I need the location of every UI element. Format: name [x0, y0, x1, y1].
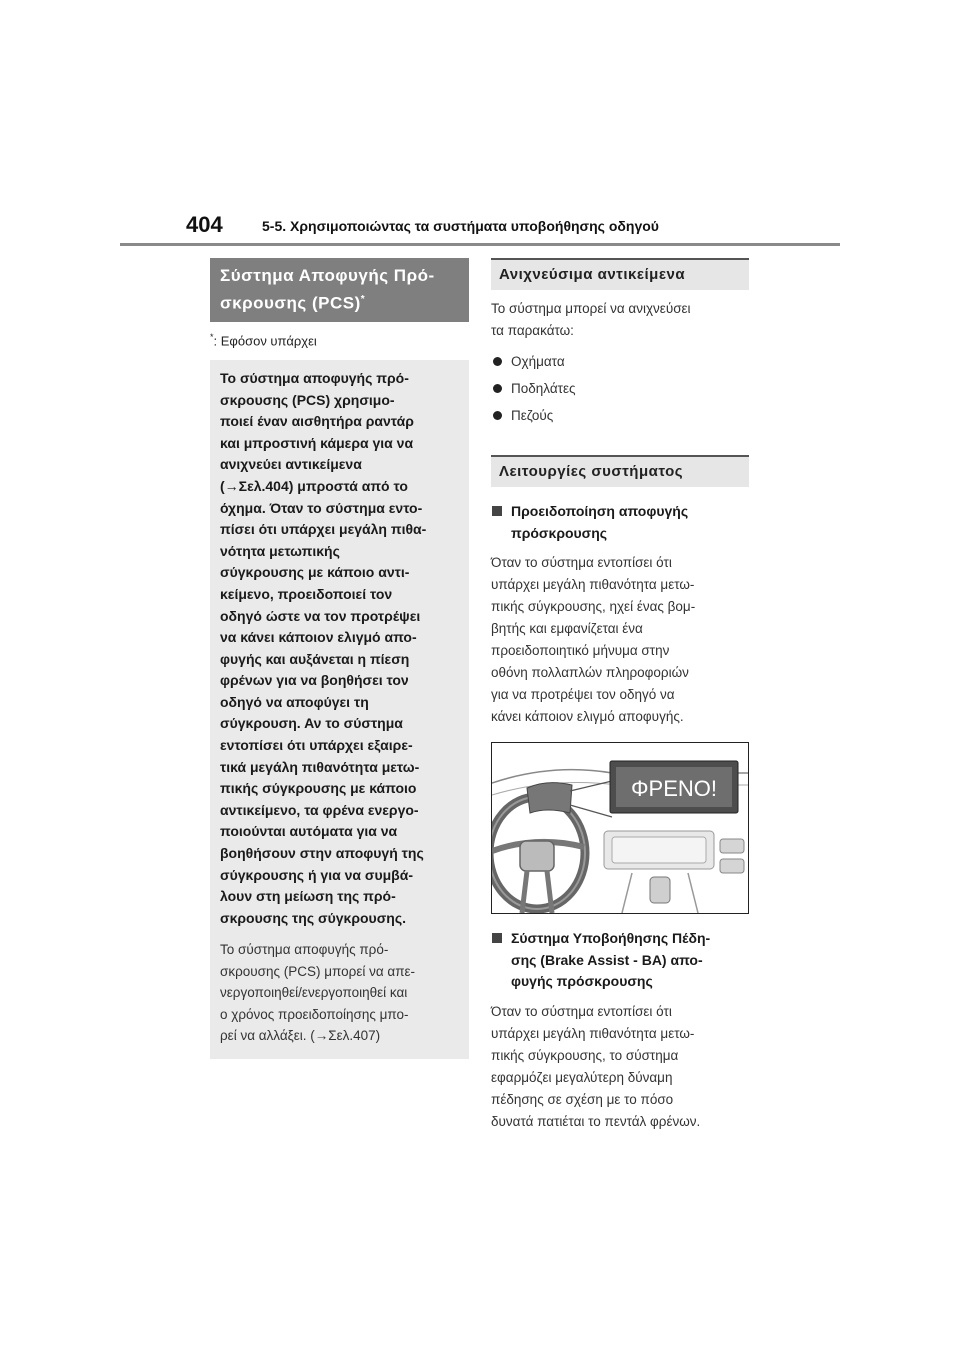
text-line: όχημα. Όταν το σύστημα εντο- — [220, 499, 423, 516]
header-divider — [120, 243, 840, 246]
feature-brake-assist-title — [491, 928, 749, 993]
list-item: Πεζούς — [491, 402, 749, 429]
text-line: να κάνει κάποιον ελιγμό απο- — [220, 629, 417, 646]
detectable-intro — [491, 298, 749, 342]
text-line: υπάρχει μεγάλη πιθανότητα μετω- — [491, 577, 695, 592]
text-line: τικά μεγάλη πιθανότητα μετω- — [220, 758, 420, 775]
text-line: πίσει ότι υπάρχει μεγάλη πιθα- — [220, 521, 427, 538]
dashboard-illustration — [491, 742, 749, 914]
text-line: Σύστημα Υποβοήθησης Πέδη- — [511, 930, 711, 946]
text-line: Το σύστημα αποφυγής πρό- — [220, 369, 409, 386]
text-line: πρόσκρουσης — [511, 524, 608, 541]
text-line: οδηγό ώστε να τον προτρέψει — [220, 607, 421, 624]
text-line: και μπροστινή κάμερα για να — [220, 434, 414, 451]
text-line: φυγής και αυξάνεται η πίεση — [220, 650, 410, 667]
text-line: σύγκρουσης ή για να συμβά- — [220, 866, 413, 883]
text-line: ο χρόνος προειδοποίησης μπο- — [220, 1006, 409, 1022]
text-line: Προειδοποίηση αποφυγής — [511, 503, 689, 519]
square-bullet-icon — [492, 506, 502, 516]
chapter-title: 5-5. Χρησιμοποιώντας τα συστήματα υποβοήθησης οδηγού — [262, 218, 659, 234]
text-line: εφαρμόζει μεγαλύτερη δύναμη — [491, 1069, 673, 1085]
system-functions-heading: Λειτουργίες συστήματος — [491, 455, 749, 487]
text-line: νεργοποιηθεί/ενεργοποιηθεί και — [220, 985, 408, 1001]
feature-warning-title — [491, 501, 749, 544]
text-line: υπάρχει μεγάλη πιθανότητα μετω- — [491, 1025, 695, 1041]
text-line: αντικείμενο, τα φρένα ενεργο- — [220, 801, 419, 818]
text-line: οθόνη πολλαπλών πληροφοριών — [491, 665, 689, 680]
text-line: ποιούνται αυτόματα για να — [220, 823, 398, 840]
text-line: φρένων για να βοηθήσει τον — [220, 672, 409, 689]
text-line: πέδησης σε σχέση με το πόσο — [491, 1091, 674, 1107]
text-line: φυγής πρόσκρουσης — [511, 973, 653, 989]
detectable-objects-heading: Ανιχνεύσιμα αντικείμενα — [491, 258, 749, 290]
text-line: βοηθήσουν στην αποφυγή της — [220, 845, 424, 862]
text-line: ποιεί έναν αισθητήρα ραντάρ — [220, 413, 414, 430]
footnote — [210, 332, 469, 348]
text-line: πικής σύγκρουσης, ηχεί ένας βομ- — [491, 599, 696, 614]
info-normal-text — [220, 939, 459, 1047]
section-title-line1: Σύστημα Αποφυγής Πρό- — [220, 266, 435, 285]
section-title-mark: * — [360, 294, 366, 305]
text-line: Το σύστημα μπορεί να ανιχνεύσει — [491, 301, 691, 316]
dashboard-drawing — [492, 743, 748, 913]
text-line: εντοπίσει ότι υπάρχει εξαιρε- — [220, 737, 413, 754]
text-line: σκρουσης (PCS) χρησιμο- — [220, 391, 395, 408]
text-line: κείμενο, προειδοποιεί τον — [220, 585, 393, 602]
text-line: λουν στη μείωση της πρό- — [220, 888, 396, 905]
text-line: Το σύστημα αποφυγής πρό- — [220, 942, 389, 958]
text-line: πικής σύγκρουσης, το σύστημα — [491, 1047, 679, 1063]
detectable-list — [491, 348, 749, 429]
text-line: πικής σύγκρουσης με κάποιο — [220, 780, 417, 797]
footnote-mark: * — [210, 331, 214, 342]
list-item: Ποδηλάτες — [491, 375, 749, 402]
list-item: Οχήματα — [491, 348, 749, 375]
feature-brake-assist-body — [491, 1001, 749, 1133]
text-line: κάνει κάποιον ελιγμό αποφυγής. — [491, 709, 684, 724]
text-line: οδηγό να αποφύγει τη — [220, 693, 369, 710]
section-heading-pcs — [210, 258, 469, 322]
text-line: Όταν το σύστημα εντοπίσει ότι — [491, 555, 672, 570]
section-title-line2: σκρουσης (PCS) — [220, 293, 361, 313]
square-bullet-icon — [492, 933, 502, 943]
right-column — [491, 258, 749, 1133]
left-column — [210, 258, 469, 1059]
info-box — [210, 360, 469, 1059]
text-line: νότητα μετωπικής — [220, 542, 340, 559]
footnote-text: : Εφόσον υπάρχει — [213, 332, 317, 348]
text-line: σκρουσης της σύγκρουσης. — [220, 909, 406, 926]
info-bold-text — [220, 368, 459, 929]
text-line: σύγκρουση. Αν το σύστημα — [220, 715, 403, 732]
page-reference-link[interactable]: (→Σελ.404) μπροστά από το — [220, 477, 408, 494]
page-number: 404 — [186, 212, 223, 237]
text-line: βητής και εμφανίζεται ένα — [491, 621, 643, 636]
text-line: τα παρακάτω: — [491, 323, 574, 338]
text-line: σης (Brake Assist - BA) απο- — [511, 951, 703, 968]
text-line: σκρουσης (PCS) μπορεί να απε- — [220, 963, 416, 979]
text-line: ανιχνεύει αντικείμενα — [220, 456, 362, 473]
page-reference-link[interactable]: ρεί να αλλάξει. (→Σελ.407) — [220, 1028, 381, 1044]
text-line: σύγκρουσης με κάποιο αντι- — [220, 564, 410, 581]
text-line: Όταν το σύστημα εντοπίσει ότι — [491, 1003, 672, 1019]
brake-warning-message: ΦΡΕΝΟ! — [630, 776, 718, 801]
text-line: δυνατά πατιέται το πεντάλ φρένων. — [491, 1113, 701, 1129]
feature-warning-body — [491, 552, 749, 728]
text-line: προειδοποιητικό μήνυμα στην — [491, 643, 670, 658]
text-line: για να προτρέψει τον οδηγό να — [491, 687, 675, 702]
